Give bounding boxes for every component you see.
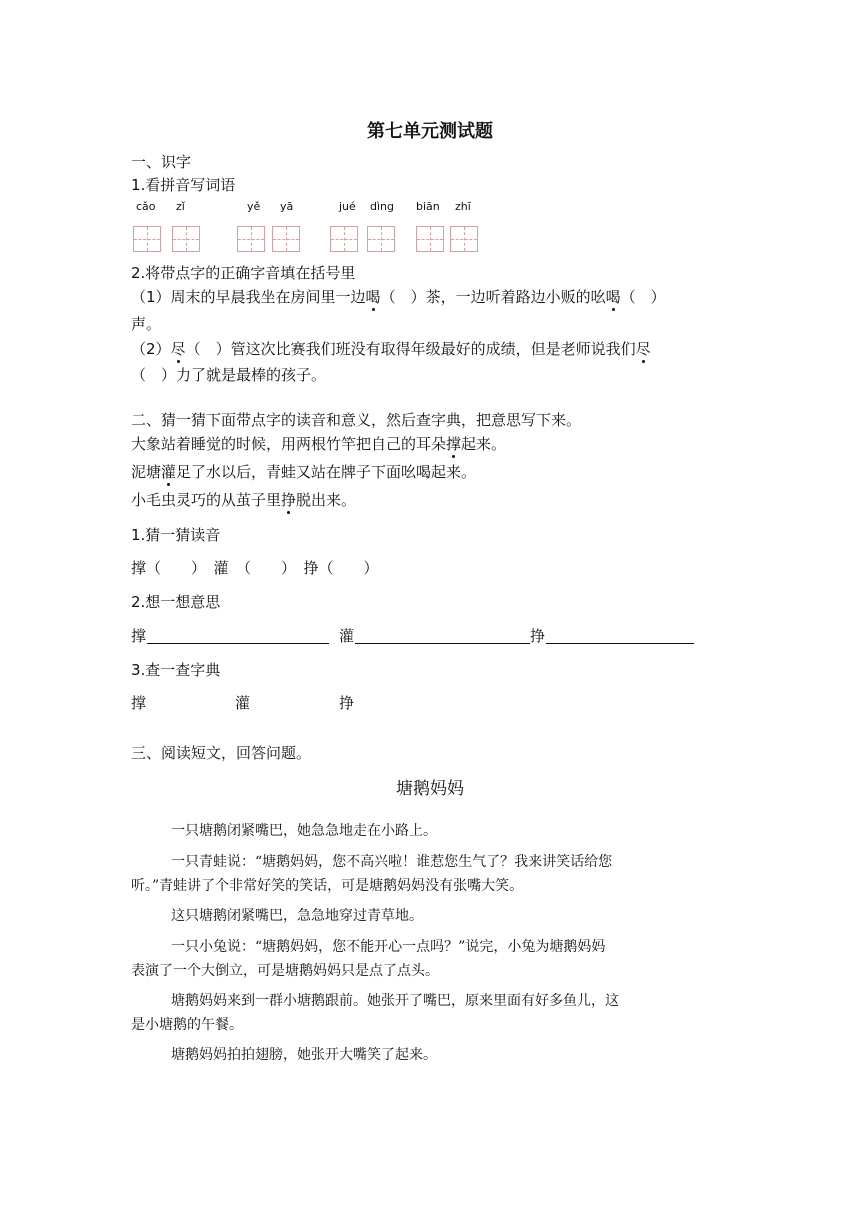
meaning-char-2: 灌	[339, 627, 355, 645]
sentence-2	[131, 461, 476, 482]
q2-item1-text-a: （1）周末的早晨我坐在房间里一边	[131, 288, 366, 306]
story-title: 塘鹅妈妈	[396, 779, 464, 799]
dotted-char: 尽	[170, 340, 186, 358]
sentence-1	[131, 433, 506, 454]
story-paragraph-6: 塘鹅妈妈拍拍翅膀，她张开大嘴笑了起来。	[171, 1047, 437, 1063]
story-paragraph-2-line2: 听。”青蛙讲了个非常好笑的笑话，可是塘鹅妈妈没有张嘴大笑。	[131, 878, 524, 894]
guess-meaning-label: 2.想一想意思	[131, 593, 221, 611]
dictionary-char-2: 灌	[235, 694, 251, 712]
story-paragraph-5-line2: 是小塘鹅的午餐。	[131, 1017, 243, 1033]
sentence-2-text-a: 泥塘	[131, 463, 162, 481]
q2-item1-line1	[131, 286, 666, 307]
writing-grid-4[interactable]	[272, 226, 300, 252]
story-paragraph-1: 一只塘鹅闭紧嘴巴，她急急地走在小路上。	[171, 823, 437, 839]
q2-item2-line2: （ ）力了就是最棒的孩子。	[131, 366, 327, 384]
pinyin-4: yā	[280, 200, 294, 213]
pinyin-8: zhī	[455, 200, 471, 213]
writing-grid-5[interactable]	[330, 226, 358, 252]
pinyin-2: zǐ	[176, 200, 185, 213]
writing-grid-1[interactable]	[133, 226, 161, 252]
sentence-2-text-b: 足了水以后，青蛙又站在牌子下面吆喝起来。	[176, 463, 477, 481]
sentence-3-text-b: 脱出来。	[296, 491, 357, 509]
section3-heading: 三、阅读短文，回答问题。	[131, 744, 312, 762]
pinyin-7: biān	[416, 200, 440, 213]
q2-item1-text-b: （ ）茶，一边听着路边小贩的吆	[380, 288, 606, 306]
q2-item1-text-c: （ ）	[620, 288, 666, 306]
meaning-char-1: 撑	[131, 627, 147, 645]
story-paragraph-5-line1: 塘鹅妈妈来到一群小塘鹅跟前。她张开了嘴巴，原来里面有好多鱼儿，这	[171, 993, 619, 1009]
dictionary-char-3: 挣	[339, 694, 355, 712]
q2-item2-text-b: （ ）管这次比赛我们班没有取得年级最好的成绩，但是老师说我们	[185, 340, 636, 358]
sentence-3	[131, 489, 356, 510]
page-title: 第七单元测试题	[367, 121, 493, 142]
dictionary-char-1: 撑	[131, 694, 147, 712]
writing-grid-6[interactable]	[367, 226, 395, 252]
pinyin-3: yě	[247, 200, 261, 213]
dotted-char: 挣	[281, 491, 297, 509]
story-paragraph-2-line1: 一只青蛙说：“塘鹅妈妈，您不高兴啦！谁惹您生气了？我来讲笑话给您	[171, 854, 613, 870]
guess-reading-row[interactable]: 撑（ ） 灌 （ ） 挣（ ）	[131, 559, 379, 577]
meaning-answer-line-2[interactable]	[355, 643, 530, 644]
writing-grid-2[interactable]	[172, 226, 200, 252]
q2-item1-line2: 声。	[131, 315, 162, 333]
writing-grid-3[interactable]	[237, 226, 265, 252]
meaning-char-3: 挣	[530, 627, 546, 645]
sentence-3-text-a: 小毛虫灵巧的从茧子里	[131, 491, 282, 509]
sentence-1-text-b: 起来。	[461, 435, 507, 453]
q2-item2-line1	[131, 338, 651, 359]
writing-grid-8[interactable]	[450, 226, 478, 252]
story-paragraph-3: 这只塘鹅闭紧嘴巴，急急地穿过青草地。	[171, 908, 423, 924]
sentence-1-text-a: 大象站着睡觉的时候，用两根竹竿把自己的耳朵	[131, 435, 447, 453]
dotted-char: 喝	[605, 288, 621, 306]
section1-heading: 一、识字	[131, 153, 192, 171]
q2-label: 2.将带点字的正确字音填在括号里	[131, 264, 356, 282]
dotted-char: 喝	[365, 288, 381, 306]
meaning-answer-line-3[interactable]	[546, 643, 694, 644]
pinyin-1: cǎo	[136, 200, 156, 213]
dotted-char: 撑	[446, 435, 462, 453]
writing-grid-7[interactable]	[416, 226, 444, 252]
q2-item2-text-a: （2）	[131, 340, 171, 358]
story-paragraph-4-line1: 一只小兔说：“塘鹅妈妈，您不能开心一点吗？”说完，小兔为塘鹅妈妈	[171, 939, 606, 955]
story-paragraph-4-line2: 表演了一个大倒立，可是塘鹅妈妈只是点了点头。	[131, 963, 439, 979]
dictionary-label: 3.查一查字典	[131, 661, 221, 679]
pinyin-6: dìng	[370, 200, 394, 213]
pinyin-5: jué	[339, 200, 356, 213]
dotted-char: 尽	[635, 340, 651, 358]
dotted-char: 灌	[161, 463, 177, 481]
section2-heading: 二、猜一猜下面带点字的读音和意义，然后查字典，把意思写下来。	[131, 411, 582, 429]
guess-reading-label: 1.猜一猜读音	[131, 526, 221, 544]
q1-label: 1.看拼音写词语	[131, 176, 236, 194]
meaning-answer-line-1[interactable]	[147, 643, 329, 644]
